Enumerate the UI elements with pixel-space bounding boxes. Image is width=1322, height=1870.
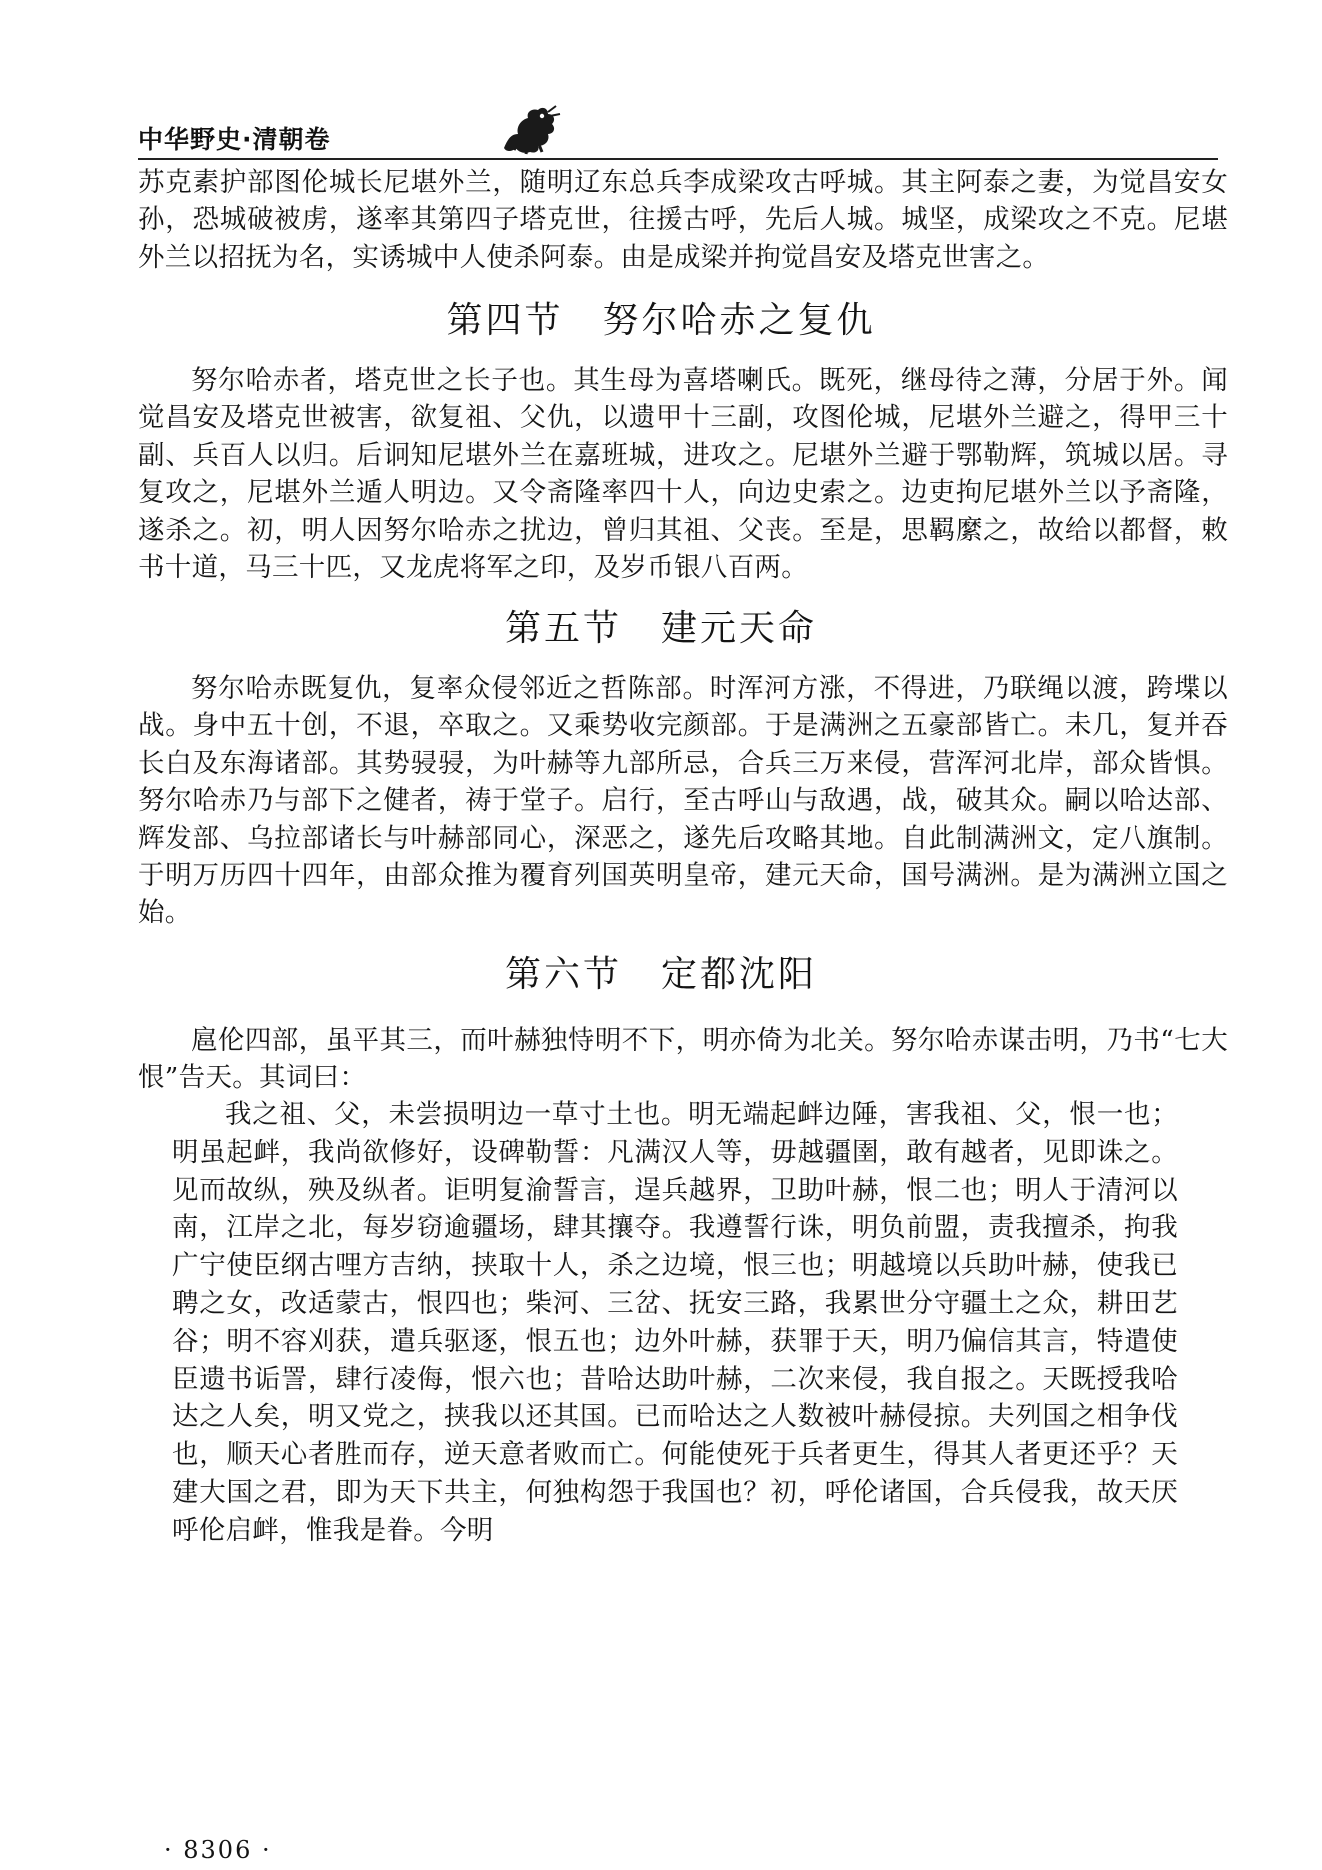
- section-heading-5: 第五节 建元天命: [504, 608, 817, 649]
- paragraph-section-6: 扈伦四部，虽平其三，而叶赫独恃明不下，明亦倚为北关。努尔哈赤谋击明，乃书“七大恨”告天。其词曰：: [138, 1025, 1228, 1094]
- header-rule: [138, 158, 1218, 160]
- paragraph-section-4: 努尔哈赤者，塔克世之长子也。其生母为喜塔喇氏。既死，继母待之薄，分居于外。闻觉昌安及塔克世被害，欲复祖、父仇，以遗甲十三副，攻图伦城，尼堪外兰避之，得甲三十副、兵百人以归。后诇知尼堪外兰在嘉班城，进攻之。尼堪外兰避于鄂勒辉，筑城以居。寻复攻之，尼堪外兰遁人明边。又令斋隆率四十人，向边史索之。边吏拘尼堪外兰以予斋隆，遂杀之。初，明人因努尔哈赤之扰边，曾归其祖、父丧。至是，思羁縻之，故给以都督，敕书十道，马三十匹，又龙虎将军之印，及岁币银八百两。: [138, 365, 1228, 584]
- paragraph-continued: 苏克素护部图伦城长尼堪外兰，随明辽东总兵李成梁攻古呼城。其主阿泰之妻，为觉昌安女孙，恐城破被虏，遂率其第四子塔克世，往援古呼，先后人城。城坚，成梁攻之不克。尼堪外兰以招抚为名，实诱城中人使杀阿泰。由是成梁并拘觉昌安及塔克世害之。: [138, 167, 1228, 273]
- page-number: · 8306 ·: [164, 1836, 272, 1864]
- paragraph-section-5: 努尔哈赤既复仇，复率众侵邻近之哲陈部。时浑河方涨，不得进，乃联绳以渡，跨堞以战。身中五十创，不退，卒取之。又乘势收完颜部。于是满洲之五豪部皆亡。未几，复并吞长白及东海诸部。其势骎骎，为叶赫等九部所忌，合兵三万来侵，营浑河北岸，部众皆惧。努尔哈赤乃与部下之健者，祷于堂子。启行，至古呼山与敌遇，战，破其众。嗣以哈达部、辉发部、乌拉部诸长与叶赫部同心，深恶之，遂先后攻略其地。自此制满洲文，定八旗制。于明万历四十四年，由部众推为覆育列国英明皇帝，建元天命，国号满洲。是为满洲立国之始。: [138, 673, 1228, 929]
- section-heading-4: 第四节 努尔哈赤之复仇: [446, 300, 876, 341]
- section-heading-6: 第六节 定都沈阳: [504, 954, 817, 995]
- book-title: 中华野史·清朝卷: [138, 125, 331, 154]
- dragon-emblem-icon: [498, 104, 562, 156]
- running-header: [138, 118, 1218, 158]
- block-quote-seven-grievances: 我之祖、父，未尝损明边一草寸土也。明无端起衅边陲，害我祖、父，恨一也；明虽起衅，我尚欲修好，设碑勒誓：凡满汉人等，毋越疆圉，敢有越者，见即诛之。见而故纵，殃及纵者。讵明复渝誓言，逞兵越界，卫助叶赫，恨二也；明人于清河以南，江岸之北，每岁窃逾疆场，肆其攘夺。我遵誓行诛，明负前盟，责我擅杀，拘我广宁使臣纲古哩方吉纳，挟取十人，杀之边境，恨三也；明越境以兵助叶赫，使我已聘之女，改适蒙古，恨四也；柴河、三岔、抚安三路，我累世分守疆土之众，耕田艺谷；明不容刈获，遣兵驱逐，恨五也；边外叶赫，获罪于天，明乃偏信其言，特遣使臣遗书诟詈，肆行凌侮，恨六也；昔哈达助叶赫，二次来侵，我自报之。天既授我哈达之人矣，明又党之，挟我以还其国。已而哈达之人数被叶赫侵掠。夫列国之相争伐也，顺天心者胜而存，逆天意者败而亡。何能使死于兵者更生，得其人者更还乎？天建大国之君，即为天下共主，何独构怨于我国也？初，呼伦诸国，合兵侵我，故天厌呼伦启衅，惟我是眷。今明: [172, 1099, 1178, 1546]
